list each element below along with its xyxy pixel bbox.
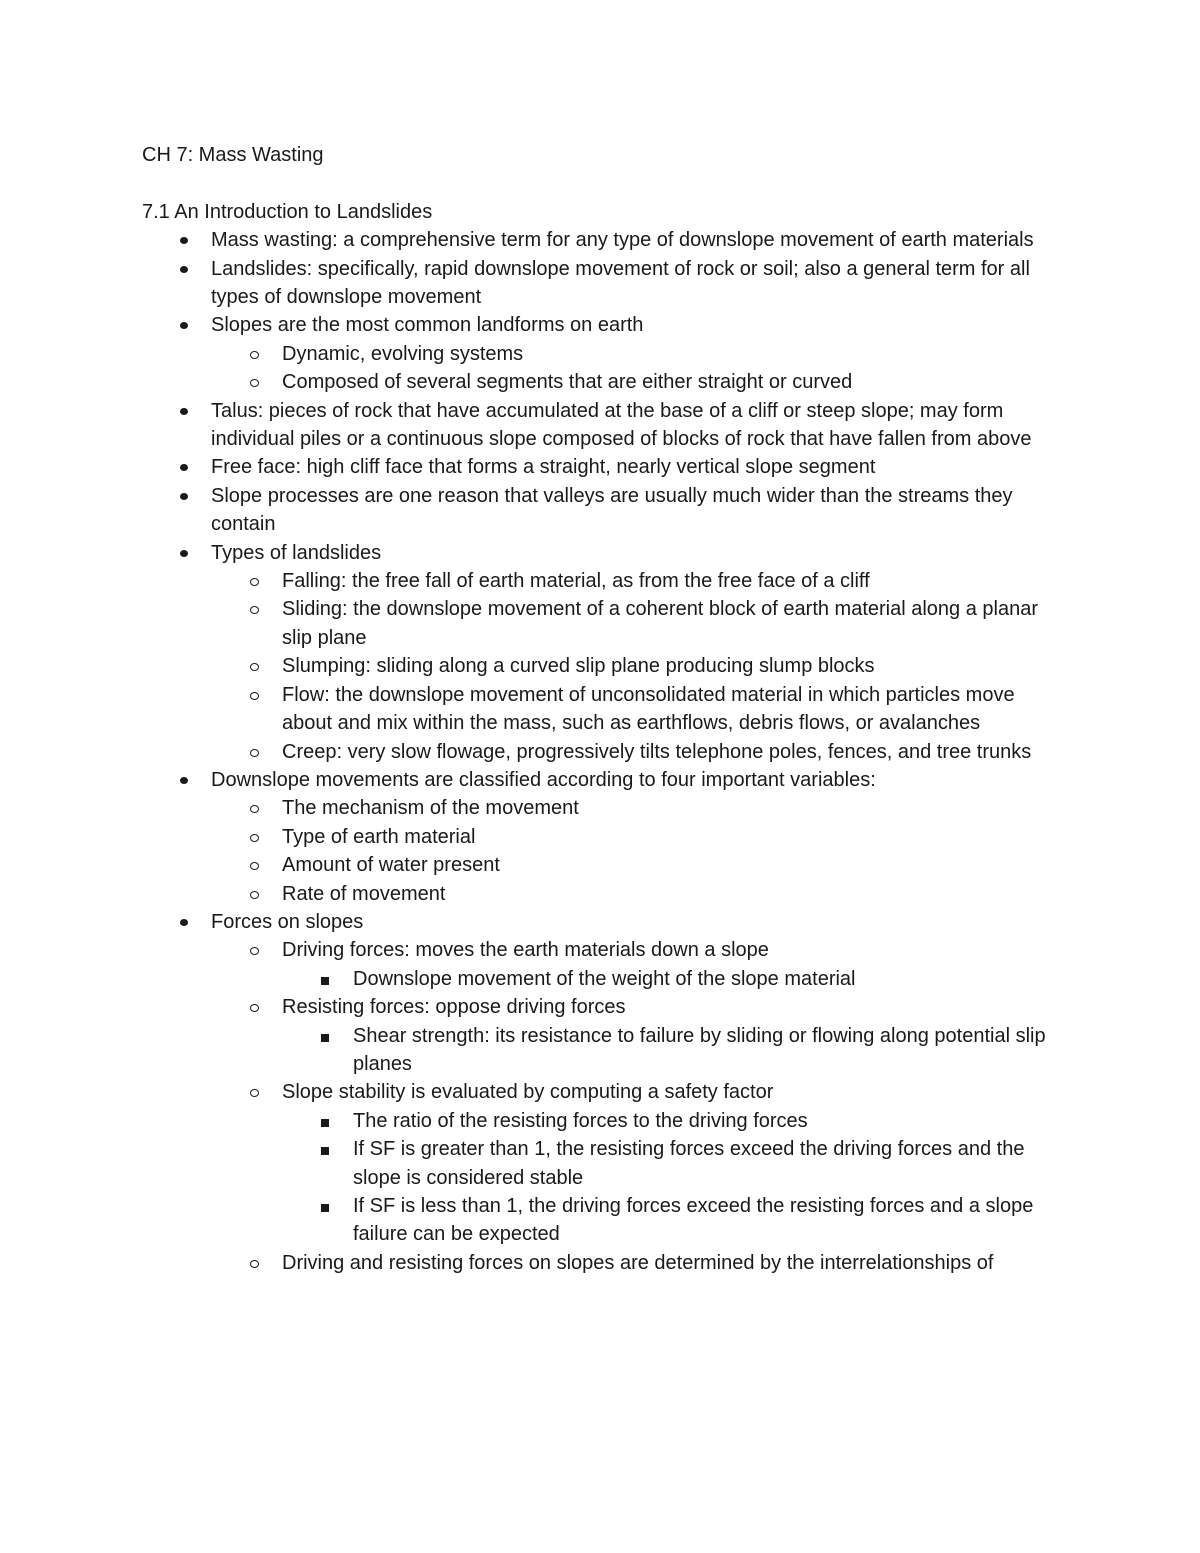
list-item-text: Talus: pieces of rock that have accumulated at the base of a cliff or steep slope; may form individual piles or a continuous slope composed of blocks of rock that have fallen from above <box>211 399 1032 451</box>
list-item-text: Dynamic, evolving systems <box>282 342 524 365</box>
list-item-level-1 <box>142 226 1062 254</box>
list-item-level-2 <box>142 880 1062 908</box>
list-item-level-2 <box>142 652 1062 680</box>
bullet-disc-icon <box>178 311 192 339</box>
list-item-level-1 <box>142 311 1062 339</box>
bullet-square-icon <box>318 1192 332 1220</box>
bullet-circle-icon <box>248 567 262 595</box>
list-item-text: Rate of movement <box>282 882 446 905</box>
bullet-circle-icon <box>248 652 262 680</box>
list-item-level-2 <box>142 993 1062 1021</box>
bullet-circle-icon <box>248 1249 262 1277</box>
list-item-level-1 <box>142 766 1062 794</box>
bullet-disc-icon <box>178 539 192 567</box>
list-item-text: Types of landslides <box>211 541 382 564</box>
bullet-circle-icon <box>248 738 262 766</box>
bullet-square-icon <box>318 1107 332 1135</box>
list-item-text: Slopes are the most common landforms on earth <box>211 314 644 337</box>
list-item-text: The mechanism of the movement <box>282 797 579 820</box>
bullet-circle-icon <box>248 595 262 623</box>
list-item-text: Type of earth material <box>282 825 476 848</box>
bullet-circle-icon <box>248 340 262 368</box>
list-item-level-2 <box>142 851 1062 879</box>
list-item-level-2 <box>142 1249 1062 1277</box>
list-item-text: Downslope movement of the weight of the slope material <box>353 967 856 990</box>
list-item-text: If SF is greater than 1, the resisting forces exceed the driving forces and the slope is considered stable <box>353 1138 1025 1189</box>
list-item-text: Composed of several segments that are either straight or curved <box>282 371 853 394</box>
bullet-disc-icon <box>178 908 192 936</box>
document-content <box>142 141 1062 1277</box>
list-item-level-1 <box>142 539 1062 567</box>
list-item-level-1 <box>142 255 1062 312</box>
list-item-text: Creep: very slow flowage, progressively tilts telephone poles, fences, and tree trunks <box>282 740 1032 763</box>
bullet-disc-icon <box>178 766 192 794</box>
list-item-text: Flow: the downslope movement of unconsolidated material in which particles move about and mix within the mass, such as earthflows, debris flows, or avalanches <box>282 683 1015 735</box>
section-heading: 7.1 An Introduction to Landslides <box>142 200 433 223</box>
list-item-text: Landslides: specifically, rapid downslope movement of rock or soil; also a general term for all types of downslope movement <box>211 257 1030 309</box>
list-item-level-2 <box>142 595 1062 652</box>
bullet-disc-icon <box>178 453 192 481</box>
list-item-text: If SF is less than 1, the driving forces exceed the resisting forces and a slope failure can be expected <box>353 1195 1034 1246</box>
list-item-text: Forces on slopes <box>211 910 364 933</box>
bullet-disc-icon <box>178 255 192 283</box>
list-item-text: The ratio of the resisting forces to the driving forces <box>353 1109 808 1132</box>
bullet-circle-icon <box>248 1078 262 1106</box>
list-item-text: Free face: high cliff face that forms a straight, nearly vertical slope segment <box>211 456 876 479</box>
list-item-level-1 <box>142 453 1062 481</box>
list-item-level-1 <box>142 397 1062 454</box>
list-item-text: Slope processes are one reason that valleys are usually much wider than the streams they contain <box>211 484 1013 536</box>
list-item-text: Falling: the free fall of earth material, as from the free face of a cliff <box>282 570 870 593</box>
document-title: CH 7: Mass Wasting <box>142 144 324 166</box>
list-item-text: Downslope movements are classified according to four important variables: <box>211 768 876 791</box>
bullet-circle-icon <box>248 993 262 1021</box>
bullet-circle-icon <box>248 880 262 908</box>
list-item-level-3 <box>142 1135 1062 1192</box>
bullet-outline <box>142 226 1062 1277</box>
list-item-text: Driving forces: moves the earth materials down a slope <box>282 939 769 962</box>
bullet-circle-icon <box>248 936 262 964</box>
list-item-level-2 <box>142 794 1062 822</box>
list-item-level-2 <box>142 1078 1062 1106</box>
bullet-circle-icon <box>248 794 262 822</box>
list-item-level-2 <box>142 340 1062 368</box>
list-item-level-2 <box>142 567 1062 595</box>
bullet-disc-icon <box>178 397 192 425</box>
list-item-level-3 <box>142 965 1062 993</box>
list-item-level-2 <box>142 368 1062 396</box>
list-item-text: Slope stability is evaluated by computing a safety factor <box>282 1081 774 1104</box>
list-item-level-1 <box>142 908 1062 936</box>
list-item-text: Amount of water present <box>282 854 500 877</box>
bullet-square-icon <box>318 1022 332 1050</box>
list-item-level-1 <box>142 482 1062 539</box>
list-item-text: Mass wasting: a comprehensive term for any type of downslope movement of earth materials <box>211 229 1034 252</box>
bullet-circle-icon <box>248 681 262 709</box>
list-item-level-2 <box>142 936 1062 964</box>
bullet-square-icon <box>318 965 332 993</box>
bullet-circle-icon <box>248 851 262 879</box>
list-item-text: Shear strength: its resistance to failure by sliding or flowing along potential slip planes <box>353 1024 1046 1075</box>
bullet-square-icon <box>318 1135 332 1163</box>
list-item-level-2 <box>142 681 1062 738</box>
list-item-text: Driving and resisting forces on slopes are determined by the interrelationships of <box>282 1251 994 1274</box>
list-item-level-3 <box>142 1022 1062 1079</box>
list-item-level-3 <box>142 1192 1062 1249</box>
list-item-text: Slumping: sliding along a curved slip plane producing slump blocks <box>282 655 875 678</box>
bullet-circle-icon <box>248 823 262 851</box>
bullet-circle-icon <box>248 368 262 396</box>
list-item-text: Resisting forces: oppose driving forces <box>282 996 626 1019</box>
list-item-level-3 <box>142 1107 1062 1135</box>
list-item-text: Sliding: the downslope movement of a coherent block of earth material along a planar slip plane <box>282 598 1039 649</box>
bullet-disc-icon <box>178 226 192 254</box>
bullet-disc-icon <box>178 482 192 510</box>
list-item-level-2 <box>142 738 1062 766</box>
list-item-level-2 <box>142 823 1062 851</box>
